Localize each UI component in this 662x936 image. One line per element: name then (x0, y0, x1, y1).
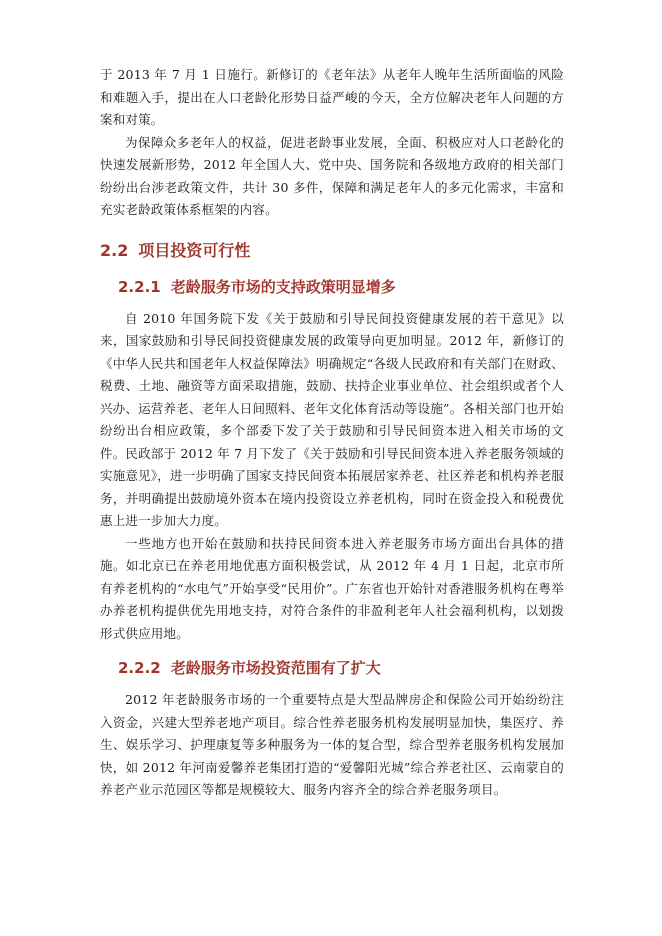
paragraph: 自 2010 年国务院下发《关于鼓励和引导民间投资健康发展的若干意见》以来，国家鼓励和引导民间投资健康发展的政策导向更加明显。2012 年，新修订的《中华人民共和国老年人权益保障法》明确规定“各级人民政府和有关部门在财政、税费、土地、融资等方面采取措施，鼓励、扶持企业事业单位、社会组织或者个人兴办、运营养老、老年人日间照料、老年文化体育活动等设施”。各相关部门也开始纷纷出台相应政策，多个部委下发了关于鼓励和引导民间资本进入相关市场的文件。民政部于 2012 年 7 月下发了《关于鼓励和引导民间资本进入养老服务领域的实施意见》，进一步明确了国家支持民间资本拓展居家养老、社区养老和机构养老服务，并明确提出鼓励境外资本在境内投资设立养老机构，同时在资金投入和税费优惠上进一步加大力度。 (100, 310, 564, 528)
section-number: 2.2.1 (118, 277, 161, 296)
section-title: 老龄服务市场的支持政策明显增多 (170, 277, 396, 296)
paragraph: 于 2013 年 7 月 1 日施行。新修订的《老年法》从老年人晚年生活所面临的风险和难题入手，提出在人口老龄化形势日益严峻的今天，全方位解决老年人问题的方案和对策。 (100, 67, 564, 127)
document-page (100, 64, 564, 802)
section-heading-2-2-2 (118, 657, 564, 679)
section-number: 2.2 (100, 240, 129, 260)
section-heading-2-2-1 (118, 276, 564, 298)
section-title: 老龄服务市场投资范围有了扩大 (170, 659, 381, 677)
paragraph: 一些地方也开始在鼓励和扶持民间资本进入养老服务市场方面出台具体的措施。如北京已在养老用地优惠方面积极尝试，从 2012 年 4 月 1 日起，北京市所有养老机构的“水电气”开始享受“民用价”。广东省也开始针对香港服务机构在粤举办养老机构提供优先用地支持，对符合条件的非盈利老年人社会福利机构，以划拨形式供应用地。 (100, 535, 564, 641)
section-number: 2.2.2 (118, 659, 161, 677)
paragraph: 为保障众多老年人的权益，促进老龄事业发展，全面、积极应对人口老龄化的快速发展新形势，2012 年全国人大、党中央、国务院和各级地方政府的相关部门纷纷出台涉老政策文件，共计 30 多件，保障和满足老年人的多元化需求，丰富和充实老龄政策体系框架的内容。 (100, 134, 564, 217)
paragraph: 2012 年老龄服务市场的一个重要特点是大型品牌房企和保险公司开始纷纷注入资金，兴建大型养老地产项目。综合性养老服务机构发展明显加快，集医疗、养生、娱乐学习、护理康复等多种服务为一体的复合型，综合型养老服务机构发展加快，如 2012 年河南爱馨养老集团打造的“爱馨阳光城”综合养老社区、云南蒙自的养老产业示范园区等都是规模较大、服务内容齐全的综合养老服务项目。 (100, 692, 564, 797)
section-heading-2-2 (100, 240, 564, 262)
section-title: 项目投资可行性 (138, 240, 251, 260)
